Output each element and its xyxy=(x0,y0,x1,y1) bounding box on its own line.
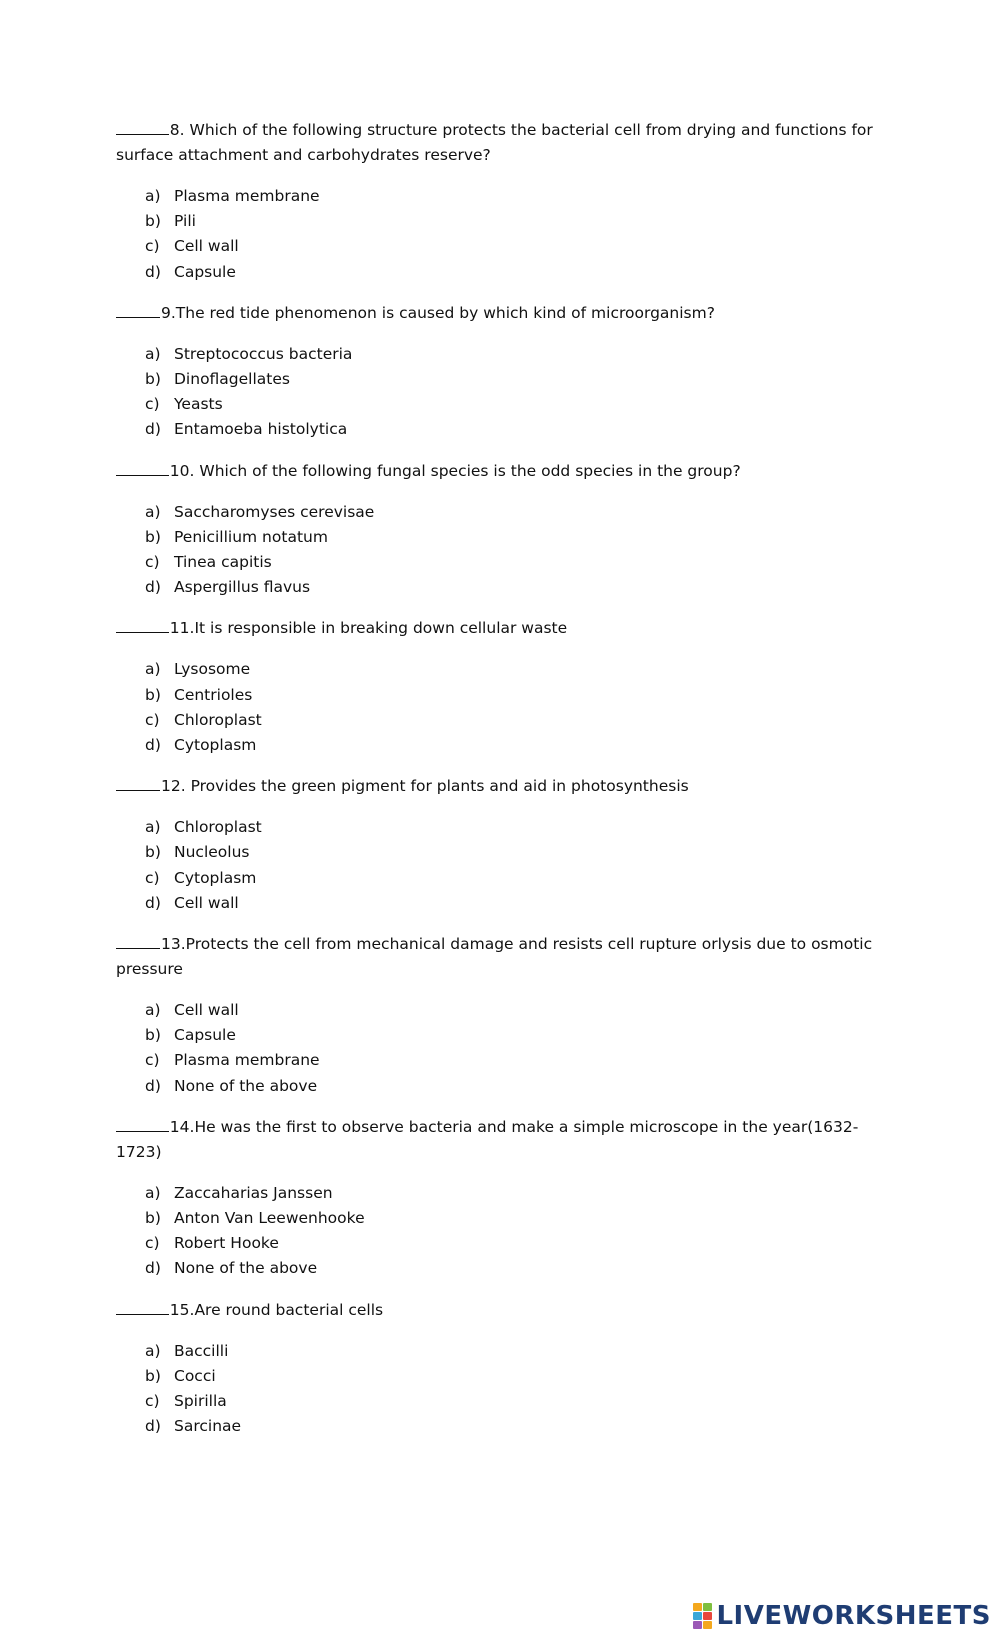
question-text xyxy=(116,118,876,168)
option-text: Entamoeba histolytica xyxy=(174,420,348,439)
option-letter: a) xyxy=(145,660,161,679)
option-text: Cell wall xyxy=(174,1001,239,1020)
option-letter: c) xyxy=(145,1051,160,1070)
option-c xyxy=(145,1389,876,1414)
question-prompt: 13.Protects the cell from mechanical damage and resists cell rupture orlysis due to osmotic pressure xyxy=(116,935,873,979)
option-text: Cell wall xyxy=(174,237,239,256)
question-prompt: 10. Which of the following fungal species is the odd species in the group? xyxy=(169,461,741,480)
option-letter: d) xyxy=(145,1259,161,1278)
option-text: Capsule xyxy=(174,262,236,281)
option-b xyxy=(145,683,876,708)
option-text: Centrioles xyxy=(174,685,253,704)
option-c xyxy=(145,1231,876,1256)
option-b xyxy=(145,525,876,550)
option-letter: a) xyxy=(145,1183,161,1202)
option-letter: a) xyxy=(145,1001,161,1020)
option-b xyxy=(145,1364,876,1389)
option-text: Baccilli xyxy=(174,1341,229,1360)
option-b xyxy=(145,1206,876,1231)
option-d xyxy=(145,1414,876,1439)
option-text: Cell wall xyxy=(174,893,239,912)
option-a xyxy=(145,342,876,367)
answer-blank[interactable] xyxy=(116,933,160,949)
question-14 xyxy=(116,1115,876,1282)
option-text: Penicillium notatum xyxy=(174,527,328,546)
option-text: Aspergillus flavus xyxy=(174,578,311,597)
option-text: Sarcinae xyxy=(174,1417,242,1436)
option-letter: b) xyxy=(145,685,161,704)
option-text: Tinea capitis xyxy=(174,553,272,572)
option-a xyxy=(145,657,876,682)
question-12 xyxy=(116,774,876,916)
question-15 xyxy=(116,1298,876,1440)
option-c xyxy=(145,550,876,575)
option-letter: d) xyxy=(145,420,161,439)
option-text: Saccharomyses cerevisae xyxy=(174,502,375,521)
liveworksheets-logo[interactable] xyxy=(693,1600,991,1632)
option-text: Anton Van Leewenhooke xyxy=(174,1209,365,1228)
option-text: Robert Hooke xyxy=(174,1234,279,1253)
question-10 xyxy=(116,459,876,601)
option-letter: a) xyxy=(145,818,161,837)
option-d xyxy=(145,733,876,758)
option-d xyxy=(145,1074,876,1099)
option-a xyxy=(145,998,876,1023)
option-text: Dinoflagellates xyxy=(174,370,290,389)
question-text xyxy=(116,616,876,641)
answer-blank[interactable] xyxy=(116,617,169,633)
question-text xyxy=(116,774,876,799)
option-letter: b) xyxy=(145,212,161,231)
option-letter: c) xyxy=(145,1392,160,1411)
option-letter: c) xyxy=(145,710,160,729)
option-text: Yeasts xyxy=(174,395,223,414)
option-text: Chloroplast xyxy=(174,818,262,837)
option-c xyxy=(145,234,876,259)
option-c xyxy=(145,1048,876,1073)
option-text: Cytoplasm xyxy=(174,736,257,755)
option-a xyxy=(145,500,876,525)
option-letter: c) xyxy=(145,1234,160,1253)
option-letter: a) xyxy=(145,187,161,205)
option-letter: a) xyxy=(145,344,161,363)
option-text: Plasma membrane xyxy=(174,187,320,205)
liveworksheets-logo-icon xyxy=(693,1603,712,1629)
options-list xyxy=(116,815,876,916)
option-d xyxy=(145,260,876,285)
question-13 xyxy=(116,932,876,1099)
option-letter: b) xyxy=(145,527,161,546)
option-text: Spirilla xyxy=(174,1392,227,1411)
question-text xyxy=(116,932,876,982)
option-text: Plasma membrane xyxy=(174,1051,320,1070)
option-b xyxy=(145,1023,876,1048)
question-9 xyxy=(116,301,876,443)
option-text: Lysosome xyxy=(174,660,251,679)
question-prompt: 12. Provides the green pigment for plants and aid in photosynthesis xyxy=(161,777,689,796)
option-text: Capsule xyxy=(174,1026,236,1045)
option-a xyxy=(145,1181,876,1206)
option-a xyxy=(145,815,876,840)
option-a xyxy=(145,1339,876,1364)
option-d xyxy=(145,1256,876,1281)
option-c xyxy=(145,866,876,891)
option-d xyxy=(145,891,876,916)
option-c xyxy=(145,708,876,733)
option-letter: c) xyxy=(145,395,160,414)
option-d xyxy=(145,575,876,600)
options-list xyxy=(116,1339,876,1440)
answer-blank[interactable] xyxy=(116,775,160,791)
option-letter: b) xyxy=(145,1366,161,1385)
option-letter: b) xyxy=(145,843,161,862)
question-text xyxy=(116,459,876,484)
option-letter: c) xyxy=(145,237,160,256)
answer-blank[interactable] xyxy=(116,460,169,476)
question-prompt: 15.Are round bacterial cells xyxy=(169,1300,384,1319)
option-letter: d) xyxy=(145,578,161,597)
option-letter: b) xyxy=(145,1209,161,1228)
option-letter: a) xyxy=(145,1341,161,1360)
option-text: None of the above xyxy=(174,1259,318,1278)
answer-blank[interactable] xyxy=(116,1299,169,1315)
option-text: Zaccaharias Janssen xyxy=(174,1183,333,1202)
option-b xyxy=(145,840,876,865)
option-text: Cytoplasm xyxy=(174,868,257,887)
question-prompt: 14.He was the first to observe bacteria and make a simple microscope in the year(1632-1723) xyxy=(116,1117,859,1161)
option-b xyxy=(145,209,876,234)
answer-blank[interactable] xyxy=(116,1116,169,1132)
question-prompt: 11.It is responsible in breaking down cellular waste xyxy=(169,619,568,638)
options-list xyxy=(116,657,876,758)
question-8 xyxy=(116,118,876,285)
option-text: Pili xyxy=(174,212,196,231)
option-a xyxy=(145,184,876,209)
option-letter: c) xyxy=(145,868,160,887)
answer-blank[interactable] xyxy=(116,302,160,318)
question-text xyxy=(116,1298,876,1323)
options-list xyxy=(116,500,876,601)
option-text: None of the above xyxy=(174,1076,318,1095)
option-c xyxy=(145,392,876,417)
options-list xyxy=(116,998,876,1099)
option-text: Streptococcus bacteria xyxy=(174,344,353,363)
question-text xyxy=(116,1115,876,1165)
option-text: Nucleolus xyxy=(174,843,250,862)
answer-blank[interactable] xyxy=(116,119,169,135)
question-text xyxy=(116,301,876,326)
options-list xyxy=(116,342,876,443)
option-d xyxy=(145,417,876,442)
option-letter: d) xyxy=(145,893,161,912)
question-prompt: 9.The red tide phenomenon is caused by which kind of microorganism? xyxy=(161,303,715,322)
question-11 xyxy=(116,616,876,758)
option-letter: d) xyxy=(145,1076,161,1095)
option-letter: d) xyxy=(145,1417,161,1436)
worksheet-page xyxy=(116,118,876,1456)
option-letter: a) xyxy=(145,502,161,521)
option-b xyxy=(145,367,876,392)
options-list xyxy=(116,1181,876,1282)
option-letter: b) xyxy=(145,1026,161,1045)
option-text: Chloroplast xyxy=(174,710,262,729)
option-text: Cocci xyxy=(174,1366,216,1385)
logo-text: LIVEWORKSHEETS xyxy=(716,1601,991,1631)
option-letter: c) xyxy=(145,553,160,572)
question-prompt: 8. Which of the following structure protects the bacterial cell from drying and functions for surface attachment and carbohydrates reserve? xyxy=(116,121,873,164)
options-list xyxy=(116,184,876,285)
option-letter: d) xyxy=(145,736,161,755)
option-letter: d) xyxy=(145,262,161,281)
option-letter: b) xyxy=(145,370,161,389)
